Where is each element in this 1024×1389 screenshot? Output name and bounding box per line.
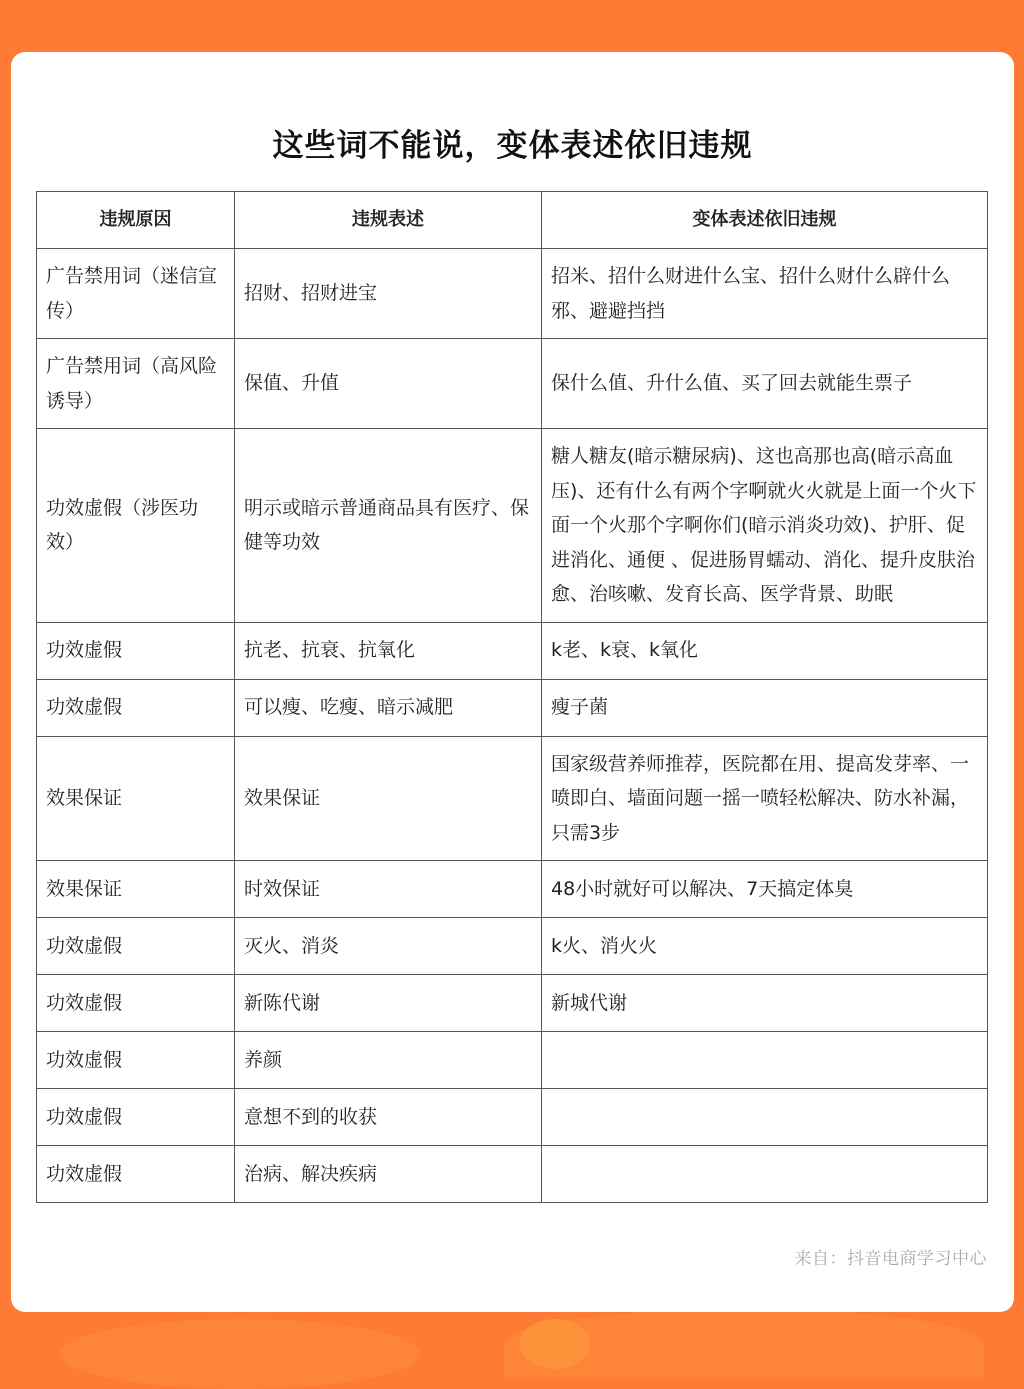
cell-variant: 国家级营养师推荐，医院都在用、提高发芽率、一喷即白、墙面问题一摇一喷轻松解决、防水补漏，只需3步 (542, 736, 988, 861)
cell-variant (542, 1089, 988, 1146)
cell-variant: k老、k衰、k氧化 (542, 622, 988, 679)
cell-expression: 抗老、抗衰、抗氧化 (235, 622, 542, 679)
cell-variant: 保什么值、升什么值、买了回去就能生票子 (542, 339, 988, 429)
table-row (37, 429, 988, 623)
table-row (37, 918, 988, 975)
cell-reason: 功效虚假（涉医功效） (37, 429, 235, 623)
source-attribution: 来自：抖音电商学习中心 (794, 1249, 987, 1269)
cell-reason: 功效虚假 (37, 918, 235, 975)
cell-variant: 招米、招什么财进什么宝、招什么财什么辟什么邪、避避挡挡 (542, 249, 988, 339)
cell-reason: 功效虚假 (37, 1032, 235, 1089)
cell-reason: 效果保证 (37, 736, 235, 861)
cell-variant: 瘦子菌 (542, 679, 988, 736)
column-header-expression: 违规表述 (235, 192, 542, 249)
cell-reason: 功效虚假 (37, 622, 235, 679)
cell-expression: 明示或暗示普通商品具有医疗、保健等功效 (235, 429, 542, 623)
cell-variant: k火、消火火 (542, 918, 988, 975)
decorative-blob (520, 1319, 590, 1369)
table-header-row (37, 192, 988, 249)
cell-variant (542, 1032, 988, 1089)
cell-expression: 新陈代谢 (235, 975, 542, 1032)
cell-expression: 灭火、消炎 (235, 918, 542, 975)
cell-expression: 时效保证 (235, 861, 542, 918)
cell-reason: 功效虚假 (37, 975, 235, 1032)
cell-variant: 糖人糖友(暗示糖尿病)、这也高那也高(暗示高血压)、还有什么有两个字啊就火火就是上面一个火下面一个火那个字啊你们(暗示消炎功效)、护肝、促进消化、通便 、促进肠胃蠕动、消化、提升皮肤治愈、治咳嗽、发育长高、医学背景、助眠 (542, 429, 988, 623)
content-card (11, 52, 1014, 1312)
cell-variant: 48小时就好可以解决、7天搞定体臭 (542, 861, 988, 918)
cell-variant: 新城代谢 (542, 975, 988, 1032)
cell-reason: 功效虚假 (37, 679, 235, 736)
cell-expression: 意想不到的收获 (235, 1089, 542, 1146)
violation-words-table (36, 191, 988, 1203)
cell-reason: 功效虚假 (37, 1146, 235, 1203)
cell-reason: 效果保证 (37, 861, 235, 918)
cell-expression: 养颜 (235, 1032, 542, 1089)
table-row (37, 1032, 988, 1089)
cell-expression: 招财、招财进宝 (235, 249, 542, 339)
cell-reason: 广告禁用词（迷信宣传） (37, 249, 235, 339)
table-row (37, 679, 988, 736)
column-header-variant: 变体表述依旧违规 (542, 192, 988, 249)
cell-expression: 保值、升值 (235, 339, 542, 429)
decorative-wave (504, 1309, 984, 1379)
cell-reason: 广告禁用词（高风险诱导） (37, 339, 235, 429)
cell-expression: 效果保证 (235, 736, 542, 861)
column-header-reason: 违规原因 (37, 192, 235, 249)
table-row (37, 736, 988, 861)
table-row (37, 1089, 988, 1146)
table-row (37, 975, 988, 1032)
cell-expression: 可以瘦、吃瘦、暗示减肥 (235, 679, 542, 736)
table-row (37, 1146, 988, 1203)
cell-expression: 治病、解决疾病 (235, 1146, 542, 1203)
table-row (37, 249, 988, 339)
table-row (37, 861, 988, 918)
page-title: 这些词不能说，变体表述依旧违规 (272, 128, 753, 164)
table-row (37, 622, 988, 679)
decorative-wave (60, 1319, 420, 1389)
table-row (37, 339, 988, 429)
cell-variant (542, 1146, 988, 1203)
cell-reason: 功效虚假 (37, 1089, 235, 1146)
